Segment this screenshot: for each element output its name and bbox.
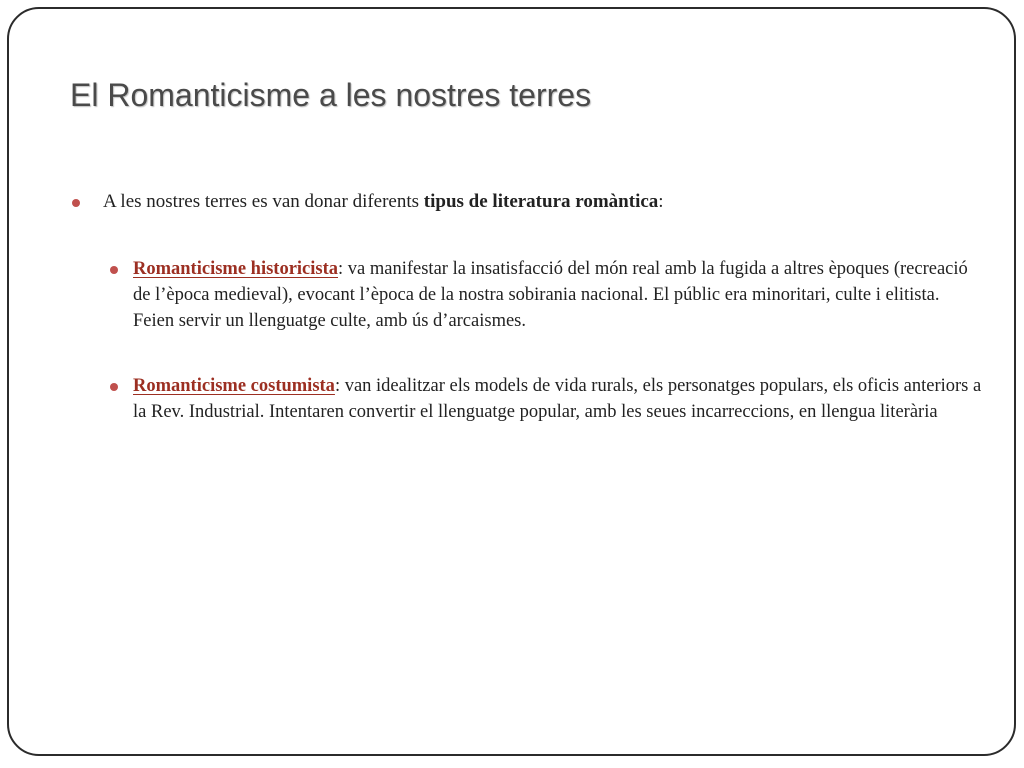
bullet-dot-icon — [72, 199, 80, 207]
slide-title: El Romanticisme a les nostres terres — [70, 77, 592, 113]
bullet-historicista — [133, 256, 983, 334]
bullet-intro-text: A les nostres terres es van donar diferents — [103, 191, 424, 212]
term-link-costumista[interactable]: Romanticisme costumista — [133, 376, 335, 396]
bullet-intro-colon: : — [658, 191, 664, 212]
term-link-historicista[interactable]: Romanticisme historicista — [133, 259, 339, 279]
bullet-costumista — [133, 373, 983, 425]
bullet-intro-strong: tipus de literatura romàntica — [423, 191, 659, 212]
slide-frame — [7, 7, 1016, 756]
description-costumista: : van idealitzar els models de vida rurals, els personatges populars, els oficis anteriors a la Rev. Industrial. Intentaren convertir el llenguatge popular, amb les seues incarreccions, en llengua literària — [133, 376, 982, 422]
bullet-dot-icon — [110, 266, 118, 274]
bullet-intro — [103, 189, 664, 215]
description-historicista: : va manifestar la insatisfacció del món real amb la fugida a altres èpoques (recreació de l’època medieval), evocant l’època de la nostra sobirania nacional. El públic era minoritari, culte i elitista. Feien servir un llenguatge culte, amb ús d’arcaismes. — [133, 259, 968, 331]
bullet-dot-icon — [110, 383, 118, 391]
